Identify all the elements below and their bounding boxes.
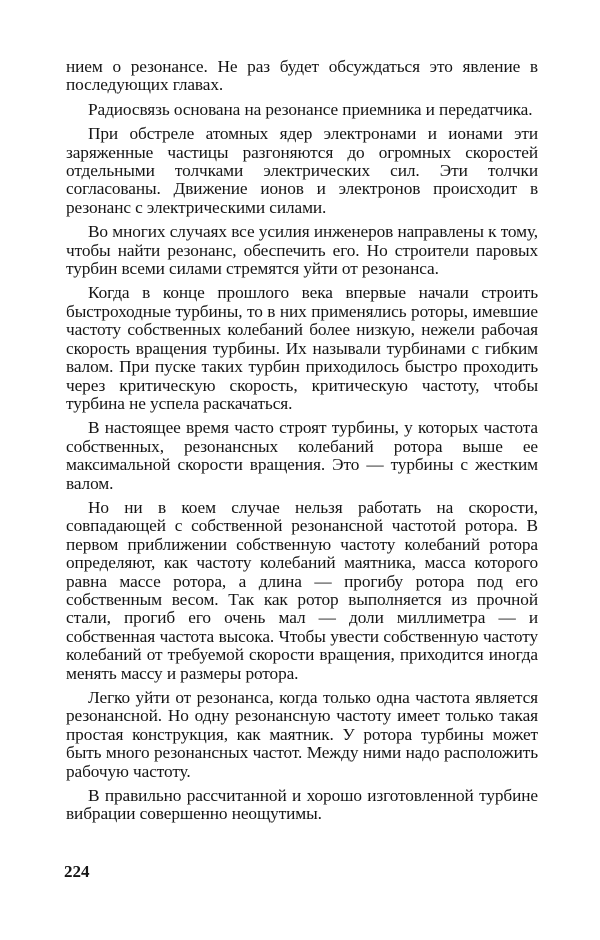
paragraph: В настоящее время часто строят турбины, у которых частота собственных, резонансных колебаний ротора выше ее максимальной скорости вращения. Это — турбины с жестким валом. [66,418,538,493]
paragraph: Радиосвязь основана на резонансе приемника и передатчика. [88,99,533,119]
paragraph: При обстреле атомных ядер электронами и ионами эти заряженные частицы разгоняются до огромных скоростей отдельными толчками электрических сил. Эти толчки согласованы. Движение ионов и электронов происходит в резонанс с электрическими силами. [66,124,538,217]
paragraph: Когда в конце прошлого века впервые начали строить быстроходные турбины, то в них применялись роторы, имевшие частоту собственных колебаний более низкую, нежели рабочая скорость вращения турбины. Их называли турбинами с гибким валом. При пуске таких турбин приходилось быстро проходить через критическую скорость, критическую частоту, чтобы турбина не успела раскачаться. [66,283,538,413]
page-number: 224 [64,862,90,881]
paragraph: Но ни в коем случае нельзя работать на скорости, совпадающей с собственной резонансной частотой ротора. В первом приближении собственную частоту колебаний ротора определяют, как частоту колебаний маятника, масса которого равна массе ротора, а длина — прогибу ротора под его собственным весом. Так как ротор выполняется из прочной стали, прогиб его очень мал — доли миллиметра — и собственная частота высока. Чтобы увести собственную частоту колебаний от требуемой скорости вращения, приходится иногда менять массу и размеры ротора. [66,497,538,683]
paragraph: Легко уйти от резонанса, когда только одна частота является резонансной. Но одну резонансную частоту имеет только такая простая конструкция, как маятник. У ротора турбины может быть много резонансных частот. Между ними надо расположить рабочую частоту. [66,688,538,781]
paragraph: В правильно рассчитанной и хорошо изготовленной турбине вибрации совершенно неощутимы. [66,786,538,824]
paragraph: Во многих случаях все усилия инженеров направлены к тому, чтобы найти резонанс, обеспечить его. Но строители паровых турбин всеми силами стремятся уйти от резонанса. [66,222,538,279]
page-text [66,58,538,830]
paragraph: нием о резонансе. Не раз будет обсуждаться это явление в последующих главах. [66,57,538,95]
